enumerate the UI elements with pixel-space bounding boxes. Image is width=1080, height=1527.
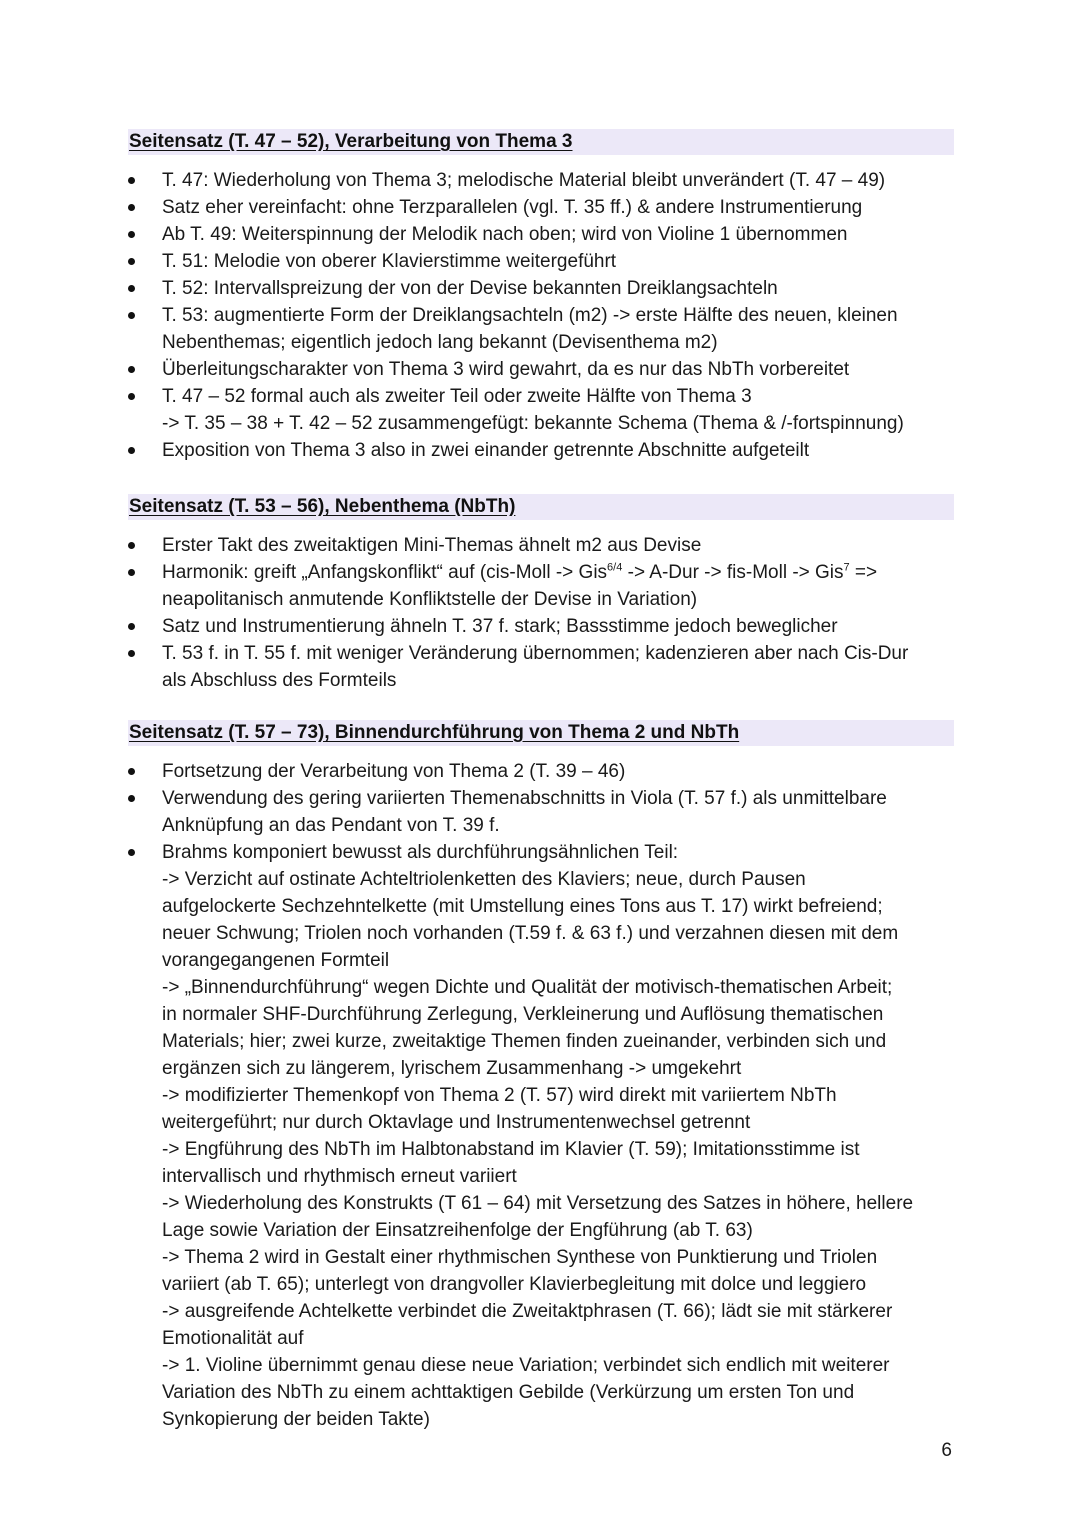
- text-line: Satz und Instrumentierung ähneln T. 37 f. stark; Bassstimme jedoch beweglicher: [162, 616, 838, 637]
- text-line: Materials; hier; zwei kurze, zweitaktige Themen finden zueinander, verbinden sich und: [162, 1031, 887, 1052]
- text-line: Anknüpfung an das Pendant von T. 39 f.: [162, 815, 500, 836]
- text-line: Nebenthemas; eigentlich jedoch lang bekannt (Devisenthema m2): [162, 332, 718, 353]
- section-heading: Seitensatz (T. 53 – 56), Nebenthema (NbTh): [128, 494, 954, 520]
- list-item: [128, 785, 954, 839]
- section-heading: Seitensatz (T. 47 – 52), Verarbeitung von Thema 3: [128, 129, 954, 155]
- list-item: [128, 383, 954, 437]
- text-line: Erster Takt des zweitaktigen Mini-Themas ähnelt m2 aus Devise: [162, 535, 702, 556]
- text-line: -> ausgreifende Achtelkette verbindet die Zweitaktphrasen (T. 66); lädt sie mit stärkerer: [162, 1301, 893, 1322]
- text-line: Harmonik: greift „Anfangskonflikt“ auf (cis-Moll -> Gis$^{6/4}$ -> A-Dur -> fis-Moll -> Gis$^7$ =>: [162, 561, 878, 583]
- list-item: [128, 302, 954, 356]
- text-line: T. 52: Intervallspreizung der von der Devise bekannten Dreiklangsachteln: [162, 278, 778, 299]
- text-line: Verwendung des gering variierten Themenabschnitts in Viola (T. 57 f.) als unmittelbare: [162, 788, 887, 809]
- text-line: ergänzen sich zu längerem, lyrischem Zusammenhang -> umgekehrt: [162, 1058, 742, 1079]
- text-line: T. 53: augmentierte Form der Dreiklangsachteln (m2) -> erste Hälfte des neuen, kleinen: [162, 305, 898, 326]
- text-line: -> T. 35 – 38 + T. 42 – 52 zusammengefügt: bekannte Schema (Thema & /-fortspinnung): [162, 413, 904, 434]
- text-line: variiert (ab T. 65); unterlegt von drangvoller Klavierbegleitung mit dolce und leggiero: [162, 1274, 867, 1295]
- bullet-list: [128, 532, 954, 694]
- text-line: Lage sowie Variation der Einsatzreihenfolge der Engführung (ab T. 63): [162, 1220, 753, 1241]
- text-line: -> modifizierter Themenkopf von Thema 2 (T. 57) wird direkt mit variiertem NbTh: [162, 1085, 837, 1106]
- text-line: -> Verzicht auf ostinate Achteltriolenketten des Klaviers; neue, durch Pausen: [162, 869, 806, 890]
- text-line: Fortsetzung der Verarbeitung von Thema 2 (T. 39 – 46): [162, 761, 626, 782]
- text-line: T. 47 – 52 formal auch als zweiter Teil oder zweite Hälfte von Thema 3: [162, 386, 752, 407]
- list-item: [128, 640, 954, 694]
- section-3: [128, 720, 954, 1433]
- page-number: 6: [941, 1440, 952, 1461]
- list-item: [128, 839, 954, 1433]
- text-line: Variation des NbTh zu einem achttaktigen Gebilde (Verkürzung um ersten Ton und: [162, 1382, 855, 1403]
- text-line: als Abschluss des Formteils: [162, 670, 397, 691]
- text-line: Exposition von Thema 3 also in zwei einander getrennte Abschnitte aufgeteilt: [162, 440, 810, 461]
- text-line: neapolitanisch anmutende Konfliktstelle der Devise in Variation): [162, 589, 698, 610]
- text-line: T. 47: Wiederholung von Thema 3; melodische Material bleibt unverändert (T. 47 – 49): [162, 170, 886, 191]
- text-line: intervallisch und rhythmisch erneut variiert: [162, 1166, 517, 1187]
- text-line: Satz eher vereinfacht: ohne Terzparallelen (vgl. T. 35 ff.) & andere Instrumentierung: [162, 197, 863, 218]
- text-line: Brahms komponiert bewusst als durchführungsähnlichen Teil:: [162, 842, 679, 863]
- text-line: -> „Binnendurchführung“ wegen Dichte und Qualität der motivisch-thematischen Arbeit;: [162, 977, 893, 998]
- text-line: neuer Schwung; Triolen noch vorhanden (T.59 f. & 63 f.) und verzahnen diesen mit dem: [162, 923, 899, 944]
- text-line: in normaler SHF-Durchführung Zerlegung, Verkleinerung und Auflösung thematischen: [162, 1004, 884, 1025]
- list-item: [128, 167, 954, 194]
- bullet-list: [128, 758, 954, 1433]
- text-line: weitergeführt; nur durch Oktavlage und Instrumentenwechsel getrennt: [162, 1112, 751, 1133]
- text-line: T. 51: Melodie von oberer Klavierstimme weitergeführt: [162, 251, 617, 272]
- text-line: Emotionalität auf: [162, 1328, 304, 1349]
- section-heading: Seitensatz (T. 57 – 73), Binnendurchführung von Thema 2 und NbTh: [128, 720, 954, 746]
- text-line: aufgelockerte Sechzehntelkette (mit Umstellung eines Tons aus T. 17) wirkt befreiend;: [162, 896, 883, 917]
- section-2: [128, 494, 954, 694]
- section-1: [128, 129, 954, 464]
- text-line: -> Wiederholung des Konstrukts (T 61 – 64) mit Versetzung des Satzes in höhere, hellere: [162, 1193, 914, 1214]
- text-line: Ab T. 49: Weiterspinnung der Melodik nach oben; wird von Violine 1 übernommen: [162, 224, 848, 245]
- list-item: [128, 248, 954, 275]
- text-line: vorangegangenen Formteil: [162, 950, 390, 971]
- text-line: Synkopierung der beiden Takte): [162, 1409, 430, 1430]
- list-item: [128, 532, 954, 559]
- list-item: [128, 194, 954, 221]
- list-item: [128, 221, 954, 248]
- text-line: Überleitungscharakter von Thema 3 wird gewahrt, da es nur das NbTh vorbereitet: [162, 359, 850, 380]
- list-item: [128, 758, 954, 785]
- bullet-list: [128, 167, 954, 464]
- text-line: T. 53 f. in T. 55 f. mit weniger Veränderung übernommen; kadenzieren aber nach Cis-Dur: [162, 643, 909, 664]
- list-item: [128, 559, 954, 613]
- list-item: [128, 437, 954, 464]
- list-item: [128, 275, 954, 302]
- text-line: -> Engführung des NbTh im Halbtonabstand im Klavier (T. 59); Imitationsstimme ist: [162, 1139, 860, 1160]
- text-line: -> 1. Violine übernimmt genau diese neue Variation; verbindet sich endlich mit weiterer: [162, 1355, 890, 1376]
- text-line: -> Thema 2 wird in Gestalt einer rhythmischen Synthese von Punktierung und Triolen: [162, 1247, 878, 1268]
- list-item: [128, 613, 954, 640]
- list-item: [128, 356, 954, 383]
